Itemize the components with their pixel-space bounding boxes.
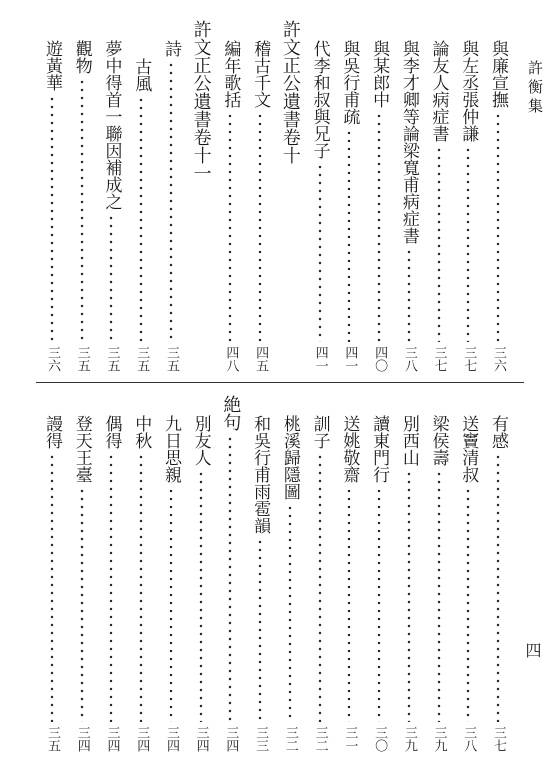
toc-entry [97, 395, 125, 752]
toc-entry [38, 20, 66, 372]
toc-entry-title: 偶得 [101, 415, 122, 449]
toc-entry-page: 三二 [282, 726, 298, 752]
toc-entry-page: 三六 [491, 346, 506, 372]
dot-leader [97, 214, 125, 342]
toc-entry-page: 三四 [163, 726, 179, 752]
toc-entry-page: 四一 [342, 346, 358, 372]
toc-entry [246, 395, 274, 752]
dot-leader [127, 453, 155, 722]
dot-leader [335, 487, 363, 722]
toc-entry [38, 395, 66, 752]
toc-entry-title: 夢中得首一聯因補成之 [101, 40, 122, 210]
toc-entry-title: 代李和叔與兄子 [309, 40, 330, 159]
toc-entry-page: 四〇 [372, 346, 388, 372]
dot-leader [216, 435, 244, 722]
dot-leader [335, 129, 363, 342]
toc-entry-page: 三四 [223, 726, 239, 752]
toc-entry-title: 觀物 [71, 40, 92, 74]
toc-entry [276, 20, 304, 372]
toc-entry [395, 20, 423, 372]
toc-entry [306, 395, 334, 752]
toc-entry [187, 20, 215, 372]
dot-leader [38, 95, 66, 342]
dot-leader [97, 453, 125, 722]
dot-leader [187, 470, 215, 722]
dot-leader [484, 112, 512, 342]
toc-entry [365, 20, 393, 372]
toc-entry [157, 395, 185, 752]
toc-entry-page: 三七 [491, 726, 506, 752]
toc-entry [127, 20, 155, 372]
page-number: 四 [523, 642, 542, 658]
toc-entry [246, 20, 274, 372]
dot-leader [425, 146, 453, 342]
toc-entry-title: 和吳行甫雨雹韻 [250, 415, 271, 534]
toc-entry-title: 與廉宣撫 [488, 40, 508, 108]
toc-entry-title: 別友人 [190, 415, 211, 466]
toc-entry-page: 三五 [104, 346, 120, 372]
toc-entry-page: 三二 [312, 726, 328, 752]
toc-entry-page: 三七 [431, 346, 447, 372]
toc-entry-title: 送竇清叔 [458, 415, 479, 483]
dot-leader [157, 61, 185, 342]
dot-leader [365, 487, 393, 722]
toc-entry-title: 與吳行甫疏 [339, 40, 360, 125]
dot-leader [425, 470, 453, 722]
dot-leader [246, 538, 274, 722]
toc-entry [68, 395, 96, 752]
toc-entry [157, 20, 185, 372]
toc-entry [484, 395, 512, 752]
toc-entry-title: 稽古千文 [250, 40, 271, 108]
toc-entry-title: 詩 [160, 40, 181, 57]
dot-leader [395, 248, 423, 342]
toc-entry-title: 古風 [131, 58, 152, 92]
dot-leader [454, 146, 482, 342]
toc-entry [425, 395, 453, 752]
toc-entry [276, 395, 304, 752]
toc-entry-page: 三九 [431, 726, 447, 752]
toc-entry [335, 20, 363, 372]
toc-entry-page: 三八 [461, 726, 477, 752]
dot-leader [484, 453, 512, 722]
toc-entry-title: 桃溪歸隱圖 [279, 415, 300, 500]
toc-entry [484, 20, 512, 372]
dot-leader [306, 453, 334, 722]
toc-entry [395, 395, 423, 752]
toc-entry-page: 三五 [163, 346, 179, 372]
dot-leader [276, 504, 304, 722]
toc-entry-title: 許文正公遺書卷十一 [190, 20, 212, 182]
toc-entry-title: 編年歌括 [220, 40, 241, 108]
toc-entry-title: 論友人病症書 [428, 40, 449, 142]
dot-leader [306, 163, 334, 342]
toc-entry-page: 四五 [253, 346, 269, 372]
toc-entry-title: 讀東門行 [369, 415, 390, 483]
toc-entry-title: 與某郎中 [369, 40, 390, 108]
toc-entry-title: 有感 [488, 415, 508, 449]
dot-leader [395, 470, 423, 722]
toc-entry-page: 三五 [74, 346, 90, 372]
toc-top-panel [38, 20, 512, 372]
toc-entry-page: 三五 [134, 346, 150, 372]
toc-entry [97, 20, 125, 372]
toc-entry-page: 三四 [134, 726, 150, 752]
toc-entry-page: 三六 [45, 346, 60, 372]
dot-leader [38, 453, 66, 722]
dot-leader [157, 487, 185, 722]
running-header: 許衡集 [526, 60, 544, 117]
toc-entry [127, 395, 155, 752]
toc-entry-title: 與左丞張仲謙 [458, 40, 479, 142]
toc-entry-page: 四一 [312, 346, 328, 372]
toc-entry [306, 20, 334, 372]
dot-leader [454, 487, 482, 722]
toc-entry [454, 20, 482, 372]
toc-entry-page: 三九 [401, 726, 417, 752]
dot-leader [365, 112, 393, 342]
toc-entry-title: 梁侯壽 [428, 415, 449, 466]
toc-entry-page: 三〇 [372, 726, 388, 752]
dot-leader [68, 78, 96, 342]
section-divider [36, 382, 524, 383]
toc-entry-title: 與李才卿等論梁寬甫病症書 [398, 40, 419, 244]
toc-entry [454, 395, 482, 752]
toc-entry-title: 絶句 [220, 395, 242, 431]
dot-leader [127, 96, 155, 342]
toc-entry [187, 395, 215, 752]
dot-leader [246, 112, 274, 342]
toc-entry-title: 許文正公遺書卷十 [279, 20, 301, 164]
toc-entry-page: 四八 [223, 346, 239, 372]
toc-entry [425, 20, 453, 372]
toc-bottom-panel [38, 395, 512, 752]
toc-entry-page: 三四 [193, 726, 209, 752]
toc-entry [68, 20, 96, 372]
toc-entry-page: 三一 [342, 726, 358, 752]
toc-entry-title: 九日思親 [160, 415, 181, 483]
toc-entry-title: 別西山 [398, 415, 419, 466]
toc-entry-title: 謾得 [42, 415, 62, 449]
toc-entry [365, 395, 393, 752]
toc-entry-page: 三七 [461, 346, 477, 372]
toc-entry-title: 訓子 [309, 415, 330, 449]
toc-entry [216, 20, 244, 372]
toc-entry-title: 登天王臺 [71, 415, 92, 483]
toc-entry-page: 三三 [253, 726, 269, 752]
toc-entry-page: 三五 [45, 726, 60, 752]
toc-entry [216, 395, 244, 752]
toc-entry-page: 三四 [104, 726, 120, 752]
toc-entry-page: 三四 [74, 726, 90, 752]
toc-entry-title: 中秋 [131, 415, 152, 449]
toc-entry-page: 三八 [401, 346, 417, 372]
toc-entry-title: 送姚敬齋 [339, 415, 360, 483]
dot-leader [216, 112, 244, 342]
toc-entry [335, 395, 363, 752]
dot-leader [68, 487, 96, 722]
toc-entry-title: 遊黃華 [42, 40, 62, 91]
